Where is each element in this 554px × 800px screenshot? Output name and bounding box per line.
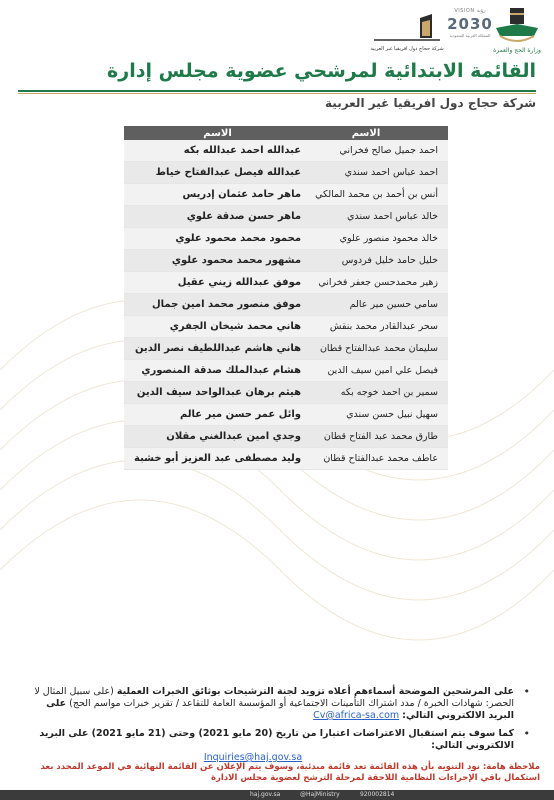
- company-logo-icon: [370, 12, 444, 54]
- note2-text: كما سوف يتم استقبال الاعتراضات اعتبارا من تاريخ (20 مايو 2021) وحتى (21 مايو 2021) على البريد الالكتروني التالي:: [39, 728, 514, 751]
- page-title: القائمة الابتدائية لمرشحي عضوية مجلس إدارة: [107, 60, 536, 82]
- candidate-name: ماهر حامد عثمان إدريس: [124, 184, 311, 206]
- table-row: [124, 250, 311, 272]
- table-row: [124, 316, 311, 338]
- notes-section: [32, 686, 532, 770]
- footer-website[interactable]: haj.gov.sa: [250, 791, 281, 798]
- candidate-name: موفق منصور محمد امين جمال: [124, 294, 311, 316]
- candidate-name: فيصل علي امين سيف الدين: [284, 360, 448, 382]
- candidate-name: عاطف محمد عبدالفتاح قطان: [284, 448, 448, 470]
- column-header-name: الاسم: [284, 126, 448, 140]
- title-divider-accent: [18, 93, 536, 94]
- candidate-name: عبدالله فيصل عبدالفتاح خياط: [124, 162, 311, 184]
- table-row: [124, 404, 311, 426]
- email-link-inquiries[interactable]: Inquiries@haj.gov.sa: [203, 752, 303, 763]
- candidate-name: ماهر حسن صدقة علوي: [124, 206, 311, 228]
- email-link-cv[interactable]: Cv@africa-sa.com: [313, 710, 400, 721]
- candidate-name: مشهور محمد محمود علوي: [124, 250, 311, 272]
- candidate-name: زهير محمدحسن جعفر فخراني: [284, 272, 448, 294]
- note-experience-docs: [32, 686, 532, 722]
- table-row: [124, 228, 311, 250]
- table-row: [124, 426, 311, 448]
- candidate-name: أنس بن أحمد بن محمد المالكي: [284, 184, 448, 206]
- candidate-name: سمير بن احمد خوجه بكه: [284, 382, 448, 404]
- candidate-name: طارق محمد عبد الفتاح قطان: [284, 426, 448, 448]
- table-row: [124, 360, 311, 382]
- candidate-name: احمد عباس احمد سندي: [284, 162, 448, 184]
- table-row: [124, 184, 311, 206]
- candidate-name: احمد جميل صالح فخراني: [284, 140, 448, 162]
- vision-number: 2030: [447, 15, 493, 33]
- table-row: [124, 382, 311, 404]
- vision-2030-logo: [446, 8, 494, 48]
- vision-sub-text: المملكة العربية السعودية: [449, 33, 491, 38]
- footer-bar: [0, 790, 554, 800]
- candidate-name: سامي حسين مير عالم: [284, 294, 448, 316]
- table-row: [124, 162, 311, 184]
- table-row: [124, 140, 311, 162]
- ministry-logo-icon: [486, 6, 548, 56]
- candidate-name: هاني هاشم عبداللطيف نصر الدين: [124, 338, 311, 360]
- candidate-name: سليمان محمد عبدالفتاح قطان: [284, 338, 448, 360]
- table-row: [124, 338, 311, 360]
- table-row: [124, 294, 311, 316]
- footer-phone: 920002814: [360, 791, 395, 798]
- ministry-name: وزارة الحج والعمرة: [493, 47, 541, 54]
- candidate-name: وجدي امين عبدالغني مقلان: [124, 426, 311, 448]
- candidate-name: سهيل نبيل حسن سندي: [284, 404, 448, 426]
- bullet-icon: •: [523, 727, 530, 740]
- candidate-name: عبدالله احمد عبدالله بكه: [124, 140, 311, 162]
- candidate-name: هاني محمد شيخان الجفري: [124, 316, 311, 338]
- candidate-name: محمود محمد محمود علوي: [124, 228, 311, 250]
- candidate-name: موفق عبدالله زيني عقيل: [124, 272, 311, 294]
- table-row: [124, 206, 311, 228]
- candidate-name: سحر عبدالقادر محمد بنقش: [284, 316, 448, 338]
- vision-top-text: VISION رؤية: [454, 8, 486, 14]
- candidate-name: خليل حامد خليل فردوس: [284, 250, 448, 272]
- candidate-name: خالد عباس احمد سندي: [284, 206, 448, 228]
- note-objections: [32, 728, 532, 764]
- company-logo-text: شركة حجاج دول افريقيا غير العربية: [370, 46, 444, 52]
- bullet-icon: •: [523, 685, 530, 698]
- important-note: ملاحظة هامة: نود التنويه بأن هذه القائمة تعد قائمة مبدئية، وسوف يتم الإعلان عن القائمة النهائية في الموعد المحدد بعد استكمال باقي الإجراءات النظامية اللاحقة لمرحلة الترشح لعضوية مجلس الادارة: [40, 762, 540, 783]
- page-subtitle: شركة حجاج دول افريقيا غير العربية: [325, 96, 536, 110]
- footer-social[interactable]: @HajMinistry: [300, 791, 340, 798]
- candidate-name: هيثم برهان عبدالواحد سيف الدين: [124, 382, 311, 404]
- title-divider: [18, 90, 536, 92]
- header-logos: [0, 0, 554, 62]
- candidates-table-left: [124, 126, 311, 470]
- note1-tail: على البريد الالكتروني التالي:: [46, 698, 514, 721]
- table-row: [124, 448, 311, 470]
- table-row: [124, 272, 311, 294]
- column-header-name: الاسم: [124, 126, 311, 140]
- candidate-name: وليد مصطفى عبد العزيز أبو خشبة: [124, 448, 311, 470]
- candidate-name: وائل عمر حسن مير عالم: [124, 404, 311, 426]
- note1-normal: (على سبيل المثال لا الحصر: شهادات الخبرة / مدد اشتراك التأمينات الاجتماعية أو المؤسسة العامة للتقاعد / تقرير خبرات مواسم الحج): [34, 686, 514, 709]
- candidate-name: هشام عبدالملك صدقة المنصوري: [124, 360, 311, 382]
- note1-bold: على المرشحين الموضحة أسماءهم أعلاه تزويد لجنة الترشيحات بوثائق الخبرات العملية: [116, 686, 514, 697]
- candidate-name: خالد محمود منصور علوي: [284, 228, 448, 250]
